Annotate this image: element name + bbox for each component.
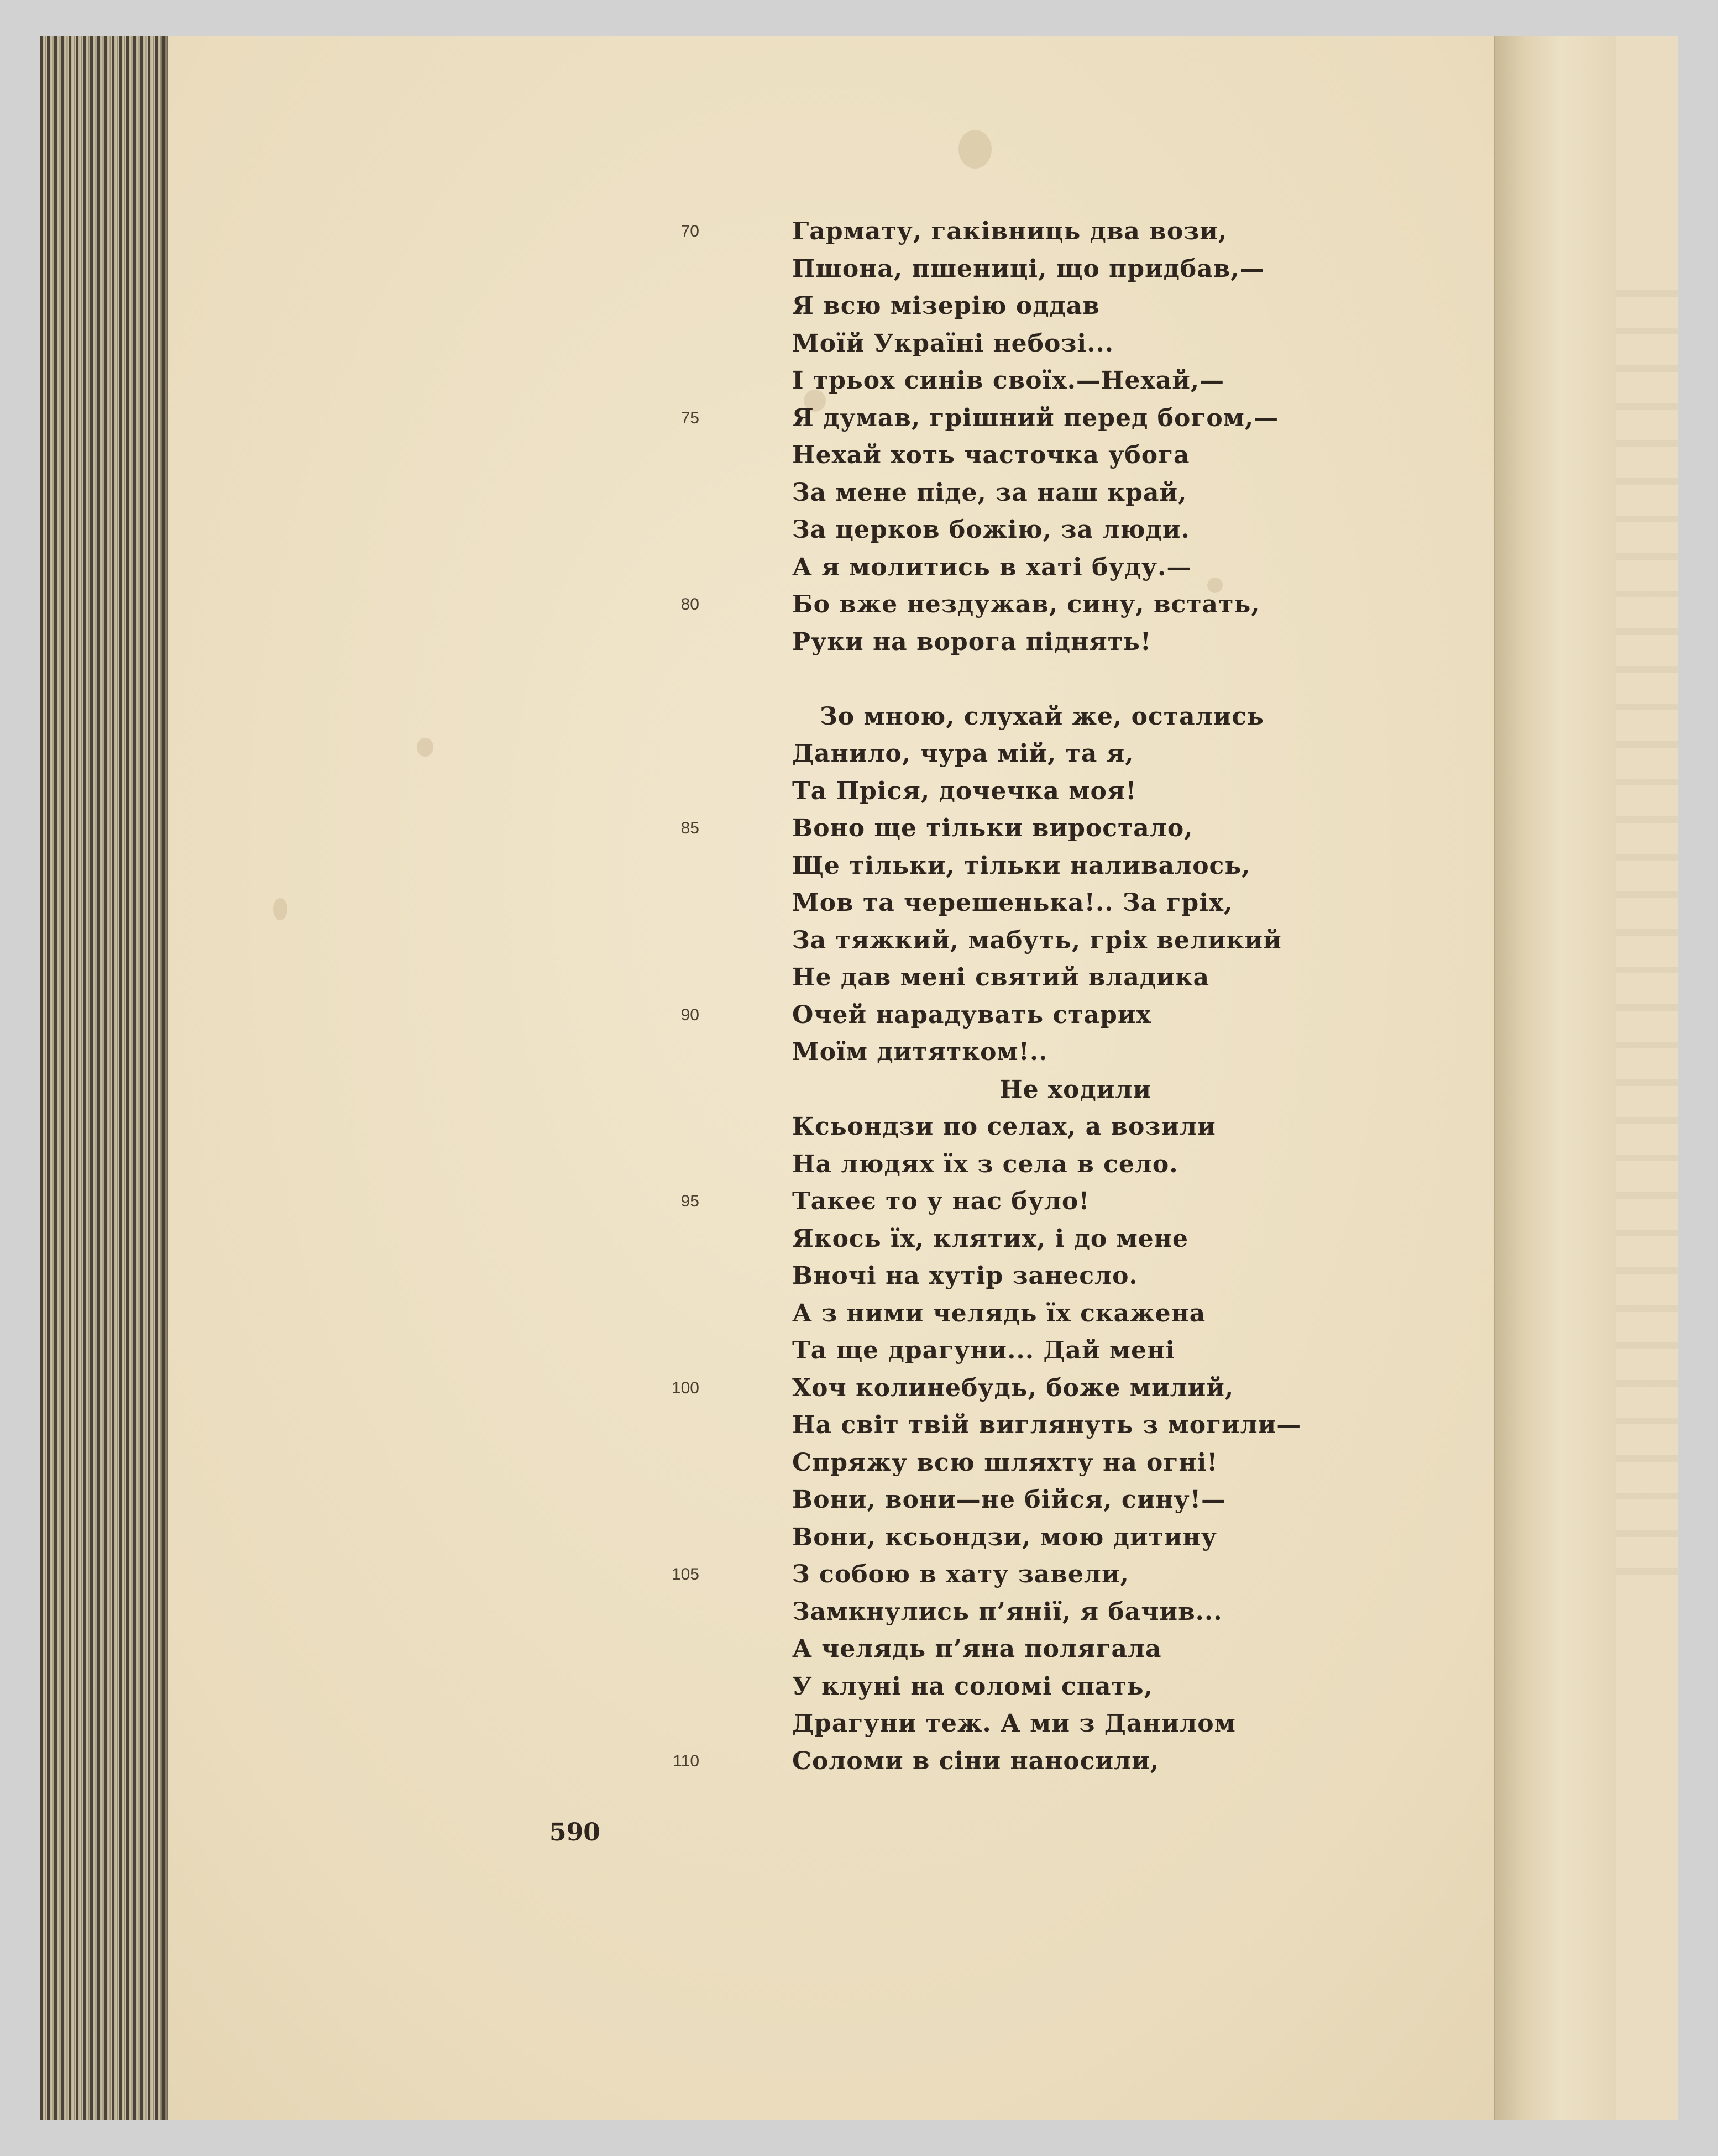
line-number: 90 — [680, 1005, 699, 1024]
page-number: 590 — [549, 1818, 600, 1846]
line-text: Я всю мізерію оддав — [792, 292, 1100, 320]
line-text: Моїм дитятком!.. — [792, 1038, 1048, 1066]
line-text: Драгуни теж. А ми з Данилом — [792, 1709, 1236, 1738]
poem-line — [709, 1593, 1373, 1631]
poem-line — [709, 1257, 1373, 1295]
poem-line — [709, 1220, 1373, 1258]
foxing-spot — [273, 898, 287, 920]
poem-line — [680, 586, 1373, 623]
line-text: Замкнулись п’янії, я бачив... — [792, 1597, 1223, 1626]
line-text: Руки на ворога піднять! — [792, 627, 1152, 656]
poem-line — [671, 1556, 1373, 1593]
poem-line — [709, 287, 1373, 325]
poem-line — [709, 959, 1373, 996]
poem-line — [709, 1630, 1373, 1668]
poem-line — [709, 1108, 1373, 1146]
poem-line — [709, 1705, 1373, 1743]
poem-line — [709, 773, 1373, 810]
line-text: А з ними челядь їх скажена — [792, 1299, 1206, 1328]
line-text: Зо мною, слухай же, остались — [820, 702, 1264, 731]
line-text: Воно ще тільки виростало, — [792, 814, 1193, 842]
line-text: Спряжу всю шляхту на огні! — [792, 1448, 1218, 1477]
foxing-spot — [417, 738, 433, 757]
line-number: 80 — [680, 595, 699, 613]
foxing-spot — [958, 130, 992, 169]
poem-line — [709, 922, 1373, 959]
poem-line — [709, 1146, 1373, 1183]
line-text: Такеє то у нас було! — [792, 1187, 1090, 1215]
line-text: А я молитись в хаті буду.— — [792, 553, 1192, 581]
facing-page-gutter — [1494, 36, 1616, 2120]
line-number: 100 — [671, 1378, 699, 1397]
line-number: 105 — [671, 1565, 699, 1583]
line-text: Данило, чура мій, та я, — [792, 739, 1134, 768]
poem-line — [680, 400, 1373, 437]
line-text: Вони, вони—не бійся, сину!— — [792, 1486, 1227, 1514]
line-text: Моїй Україні небозі... — [792, 329, 1114, 358]
line-text: Не дав мені святий владика — [792, 963, 1210, 992]
line-text: Бо вже нездужав, сину, встать, — [792, 590, 1260, 618]
poem-line — [709, 1295, 1373, 1333]
line-text: Мов та черешенька!.. За гріх, — [792, 889, 1233, 917]
line-number: 95 — [680, 1192, 699, 1210]
poem-line — [709, 1519, 1373, 1556]
line-text: На світ твій виглянуть з могили— — [792, 1411, 1302, 1439]
poem-line — [671, 1370, 1373, 1407]
poem-line — [709, 847, 1373, 885]
poem-line — [709, 1071, 1373, 1109]
poem-line — [709, 1034, 1373, 1071]
poem-line — [709, 474, 1373, 512]
line-text: Нехай хоть часточка убога — [792, 441, 1190, 469]
line-text: З собою в хату завели, — [792, 1560, 1129, 1588]
poem-line — [709, 437, 1373, 474]
line-number: 70 — [680, 222, 699, 240]
line-text: Соломи в сіни наносили, — [792, 1746, 1160, 1775]
line-text: І трьох синів своїх.—Нехай,— — [792, 366, 1225, 395]
poem-line — [709, 511, 1373, 549]
poem-line — [709, 549, 1373, 586]
line-text: Гармату, гаківниць два вози, — [792, 217, 1228, 245]
poem-line — [709, 698, 1373, 736]
poem-text — [671, 213, 1373, 1780]
poem-line — [709, 1668, 1373, 1706]
poem-line — [709, 1444, 1373, 1482]
line-text: Ще тільки, тільки наливалось, — [792, 851, 1251, 880]
line-text: Вночі на хутір занесло. — [792, 1262, 1138, 1290]
line-text: На людях їх з села в село. — [792, 1150, 1178, 1178]
book-page-edges — [40, 36, 168, 2120]
poem-line — [709, 250, 1373, 288]
poem-line — [680, 810, 1373, 847]
poem-line — [709, 1407, 1373, 1444]
poem-line — [680, 1183, 1373, 1220]
line-text: Вони, ксьондзи, мою дитину — [792, 1523, 1217, 1551]
poem-line — [680, 996, 1373, 1034]
poem-line — [680, 213, 1373, 250]
line-text: За тяжкий, мабуть, гріх великий — [792, 926, 1282, 954]
line-text: Не ходили — [999, 1075, 1152, 1104]
line-text: А челядь п’яна полягала — [792, 1635, 1162, 1663]
poem-line — [709, 623, 1373, 661]
poem-line — [709, 735, 1373, 773]
line-text: Та Пріся, дочечка моя! — [792, 777, 1137, 805]
line-text: Та ще драгуни... Дай мені — [792, 1336, 1176, 1365]
line-text: Очей нарадувать старих — [792, 1000, 1151, 1029]
line-number: 110 — [673, 1751, 699, 1770]
line-text: За мене піде, за наш край, — [792, 478, 1187, 507]
poem-line — [709, 884, 1373, 922]
poem-line — [709, 362, 1373, 400]
line-number: 75 — [680, 408, 699, 427]
line-text: За церков божію, за люди. — [792, 516, 1190, 544]
line-text: Хоч колинебудь, боже милий, — [792, 1373, 1234, 1402]
stanza-break — [709, 660, 1373, 698]
poem-line — [709, 1481, 1373, 1519]
poem-line — [709, 325, 1373, 363]
line-text: Я думав, грішний перед богом,— — [792, 403, 1279, 432]
line-number: 85 — [680, 819, 699, 837]
line-text: Пшона, пшениці, що придбав,— — [792, 254, 1265, 283]
line-text: У клуні на соломі спать, — [792, 1672, 1153, 1701]
poem-line — [709, 1332, 1373, 1370]
poem-line — [673, 1743, 1373, 1780]
line-text: Ксьондзи по селах, а возили — [792, 1113, 1216, 1141]
line-text: Якось їх, клятих, і до мене — [792, 1224, 1188, 1253]
